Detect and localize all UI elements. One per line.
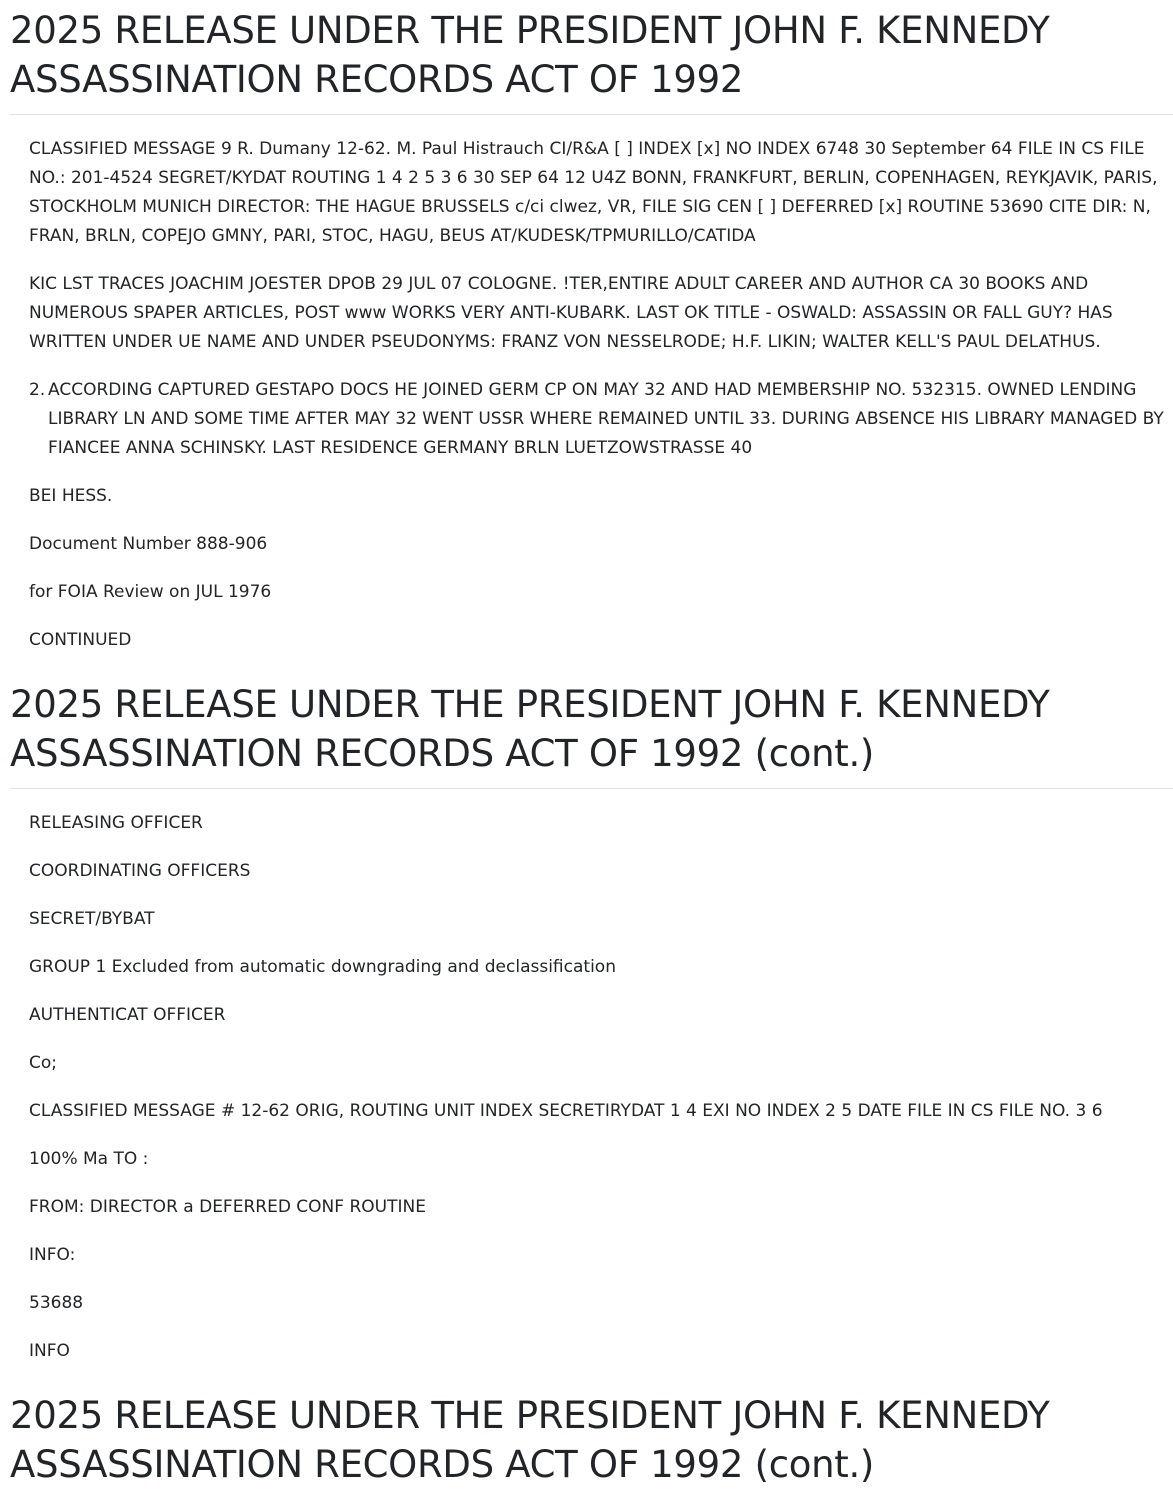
heading-line: 2025 RELEASE UNDER THE PRESIDENT JOHN F. KENNEDY: [10, 683, 1050, 726]
body-paragraph: CLASSIFIED MESSAGE 9 R. Dumany 12-62. M. Paul Histrauch CI/R&A [ ] INDEX [x] NO INDEX 6748 30 September 64 FILE IN CS FILE NO.: 201-4524 SEGRET/KYDAT ROUTING 1 4 2 5 3 6 30 SEP 64 12 U4Z BONN, FRANKFURT, BERLIN, COPENHAGEN, REYKJAVIK, PARIS, STOCKHOLM MUNICH DIRECTOR: THE HAGUE BRUSSELS c/ci clwez, VR, FILE SIG CEN [ ] DEFERRED [x] ROUTINE 53690 CITE DIR: N, FRAN, BRLN, COPEJO GMNY, PARI, STOC, HAGU, BEUS AT/KUDESK/TPMURILLO/CATIDA: [29, 139, 1158, 246]
section-heading: [0, 1385, 1173, 1489]
section-body: [0, 115, 1173, 655]
body-paragraph: 53688: [29, 1293, 84, 1313]
body-paragraph: FROM: DIRECTOR a DEFERRED CONF ROUTINE: [29, 1197, 426, 1217]
section-heading: [0, 0, 1173, 104]
heading-line: ASSASSINATION RECORDS ACT OF 1992: [10, 58, 744, 101]
body-paragraph: KIC LST TRACES JOACHIM JOESTER DPOB 29 JUL 07 COLOGNE. !TER,ENTIRE ADULT CAREER AND AUTHOR CA 30 BOOKS AND NUMEROUS SPAPER ARTICLES, POST www WORKS VERY ANTI-KUBARK. LAST OK TITLE - OSWALD: ASSASSIN OR FALL GUY? HAS WRITTEN UNDER UE NAME AND UNDER PSEUDONYMS: FRANZ VON NESSELRODE; H.F. LIKIN; WALTER KELL'S PAUL DELATHUS.: [29, 274, 1113, 352]
body-paragraph: BEI HESS.: [29, 486, 113, 506]
document-section: [0, 0, 1173, 655]
foia-review-note: for FOIA Review on JUL 1976: [29, 582, 272, 602]
heading-line: ASSASSINATION RECORDS ACT OF 1992 (cont.): [10, 732, 875, 775]
classification-marking: SECRET/BYBAT: [29, 909, 155, 929]
body-paragraph: INFO:: [29, 1245, 76, 1265]
document-section: [0, 674, 1173, 1366]
body-paragraph: GROUP 1 Excluded from automatic downgrading and declassification: [29, 957, 616, 977]
document-section: [0, 1385, 1173, 1489]
heading-line: ASSASSINATION RECORDS ACT OF 1992 (cont.): [10, 1443, 875, 1486]
section-body: [0, 789, 1173, 1366]
body-paragraph: AUTHENTICAT OFFICER: [29, 1005, 226, 1025]
body-paragraph: 100% Ma TO :: [29, 1149, 149, 1169]
numbered-item: [29, 376, 1173, 463]
item-text: ACCORDING CAPTURED GESTAPO DOCS HE JOINED GERM CP ON MAY 32 AND HAD MEMBERSHIP NO. 532315. OWNED LENDING LIBRARY LN AND SOME TIME AFTER MAY 32 WENT USSR WHERE REMAINED UNTIL 33. DURING ABSENCE HIS LIBRARY MANAGED BY FIANCEE ANNA SCHINSKY. LAST RESIDENCE GERMANY BRLN LUETZOWSTRASSE 40: [48, 380, 1164, 458]
heading-line: 2025 RELEASE UNDER THE PRESIDENT JOHN F. KENNEDY: [10, 1394, 1050, 1437]
section-heading: [0, 674, 1173, 778]
body-paragraph: COORDINATING OFFICERS: [29, 861, 251, 881]
continued-label: CONTINUED: [29, 630, 132, 650]
document-number: Document Number 888-906: [29, 534, 268, 554]
heading-line: 2025 RELEASE UNDER THE PRESIDENT JOHN F. KENNEDY: [10, 9, 1050, 52]
body-paragraph: RELEASING OFFICER: [29, 813, 203, 833]
body-paragraph: INFO: [29, 1341, 70, 1361]
body-paragraph: Co;: [29, 1053, 57, 1073]
item-number: 2.: [29, 380, 46, 400]
body-paragraph: CLASSIFIED MESSAGE # 12-62 ORIG, ROUTING UNIT INDEX SECRETIRYDAT 1 4 EXI NO INDEX 2 5 DATE FILE IN CS FILE NO. 3 6: [29, 1101, 1103, 1121]
